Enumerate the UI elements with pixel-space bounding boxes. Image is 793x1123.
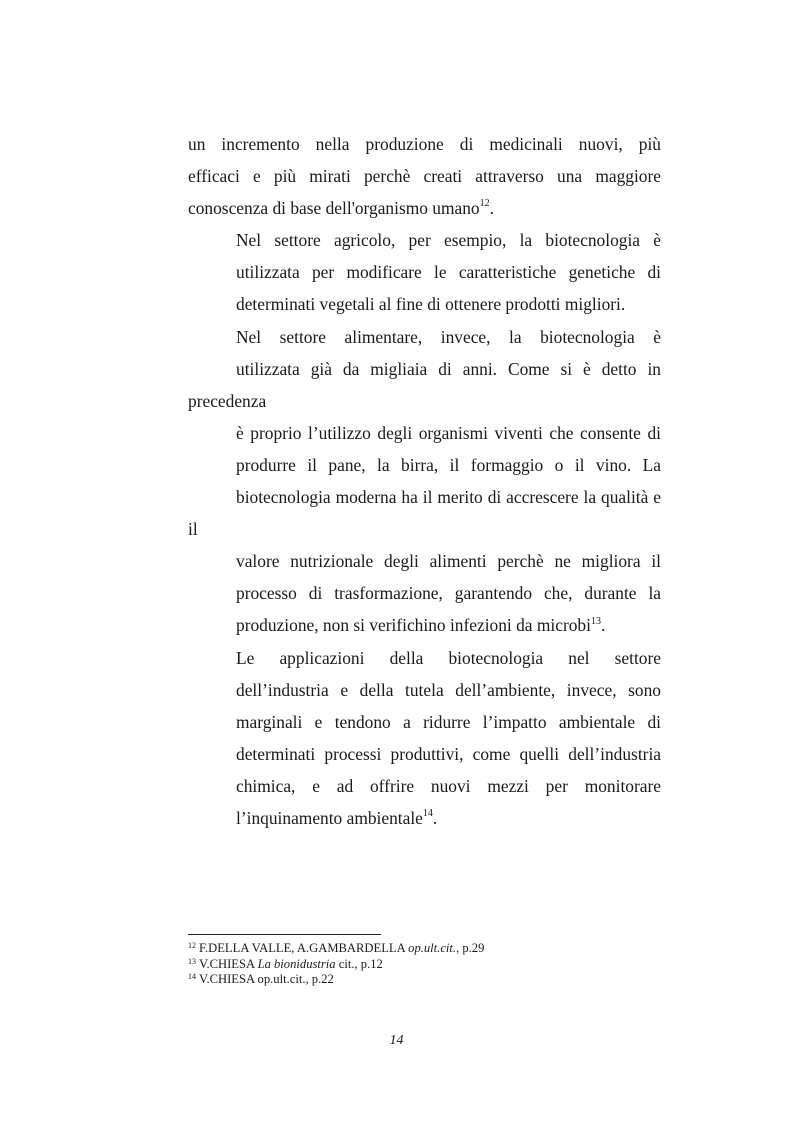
text-line: Le applicazioni della biotecnologia nel settore [236,647,661,668]
text-line: determinati vegetali al fine di ottenere prodotti migliori. [236,294,626,315]
paragraph-1 [188,128,661,224]
text-line: utilizzata per modificare le caratteristiche genetiche di [236,262,661,283]
footnotes [188,941,668,988]
text-line: processo di trasformazione, garantendo che, durante la [236,583,661,604]
text-line: biotecnologia moderna ha il merito di accrescere la qualità e il [188,487,661,540]
footnote-14 [188,972,668,988]
text-line [188,609,661,641]
text-line: Nel settore agricolo, per esempio, la biotecnologia è [236,230,661,251]
footnote-italic: La bionidustria [257,956,336,971]
footnote-ref-14[interactable]: 14 [422,808,433,820]
text-segment: produzione, non si verifichino infezioni da microbi [236,615,591,636]
footnote-text: F.DELLA VALLE, A.GAMBARDELLA [199,941,409,955]
footnote-number: 13 [188,956,196,966]
footnote-text: V.CHIESA op.ult.cit., p.22 [199,972,334,986]
footnote-divider [188,934,381,935]
footnote-text: cit., p.12 [335,956,383,971]
text-segment: . [489,198,494,219]
text-line: utilizzata già da migliaia di anni. Come si è detto in precedenza [188,358,661,411]
text-line: marginali e tendono a ridurre l’impatto ambientale di [236,711,661,732]
text-line: è proprio l’utilizzo degli organismi viventi che consente di [236,422,661,443]
text-segment: conoscenza di base dell'organismo umano [188,198,480,219]
text-line: Nel settore alimentare, invece, la biotecnologia è [236,326,661,347]
text-line: determinati processi produttivi, come quelli dell’industria [236,743,661,764]
footnote-12 [188,941,668,957]
text-line [188,802,661,834]
paragraph-4 [188,642,661,835]
text-line: produrre il pane, la birra, il formaggio o il vino. La [236,454,661,475]
page-number: 14 [389,1033,404,1048]
body-text [188,128,661,834]
text-segment: . [432,807,438,828]
footnote-13 [188,957,668,973]
footnote-ref-12[interactable]: 12 [479,198,490,210]
footnote-text: , p.29 [456,941,485,955]
footnote-ref-13[interactable]: 13 [590,615,601,627]
paragraph-3 [188,321,661,642]
footnote-text: V.CHIESA [199,956,258,971]
footnote-italic: op.ult.cit. [408,941,457,955]
text-segment: . [600,615,606,636]
footnote-number: 12 [188,941,196,950]
paragraph-2 [188,224,661,320]
text-line [188,192,661,224]
footnote-number: 14 [188,972,196,981]
text-line: efficaci e più mirati perchè creati attraverso una maggiore [188,166,661,187]
text-line: valore nutrizionale degli alimenti perchè ne migliora il [236,551,661,572]
text-line: chimica, e ad offrire nuovi mezzi per monitorare [236,775,661,796]
text-line: dell’industria e della tutela dell’ambiente, invece, sono [236,679,661,700]
text-line: un incremento nella produzione di medicinali nuovi, più [188,134,661,154]
text-segment: l’inquinamento ambientale [236,807,423,828]
